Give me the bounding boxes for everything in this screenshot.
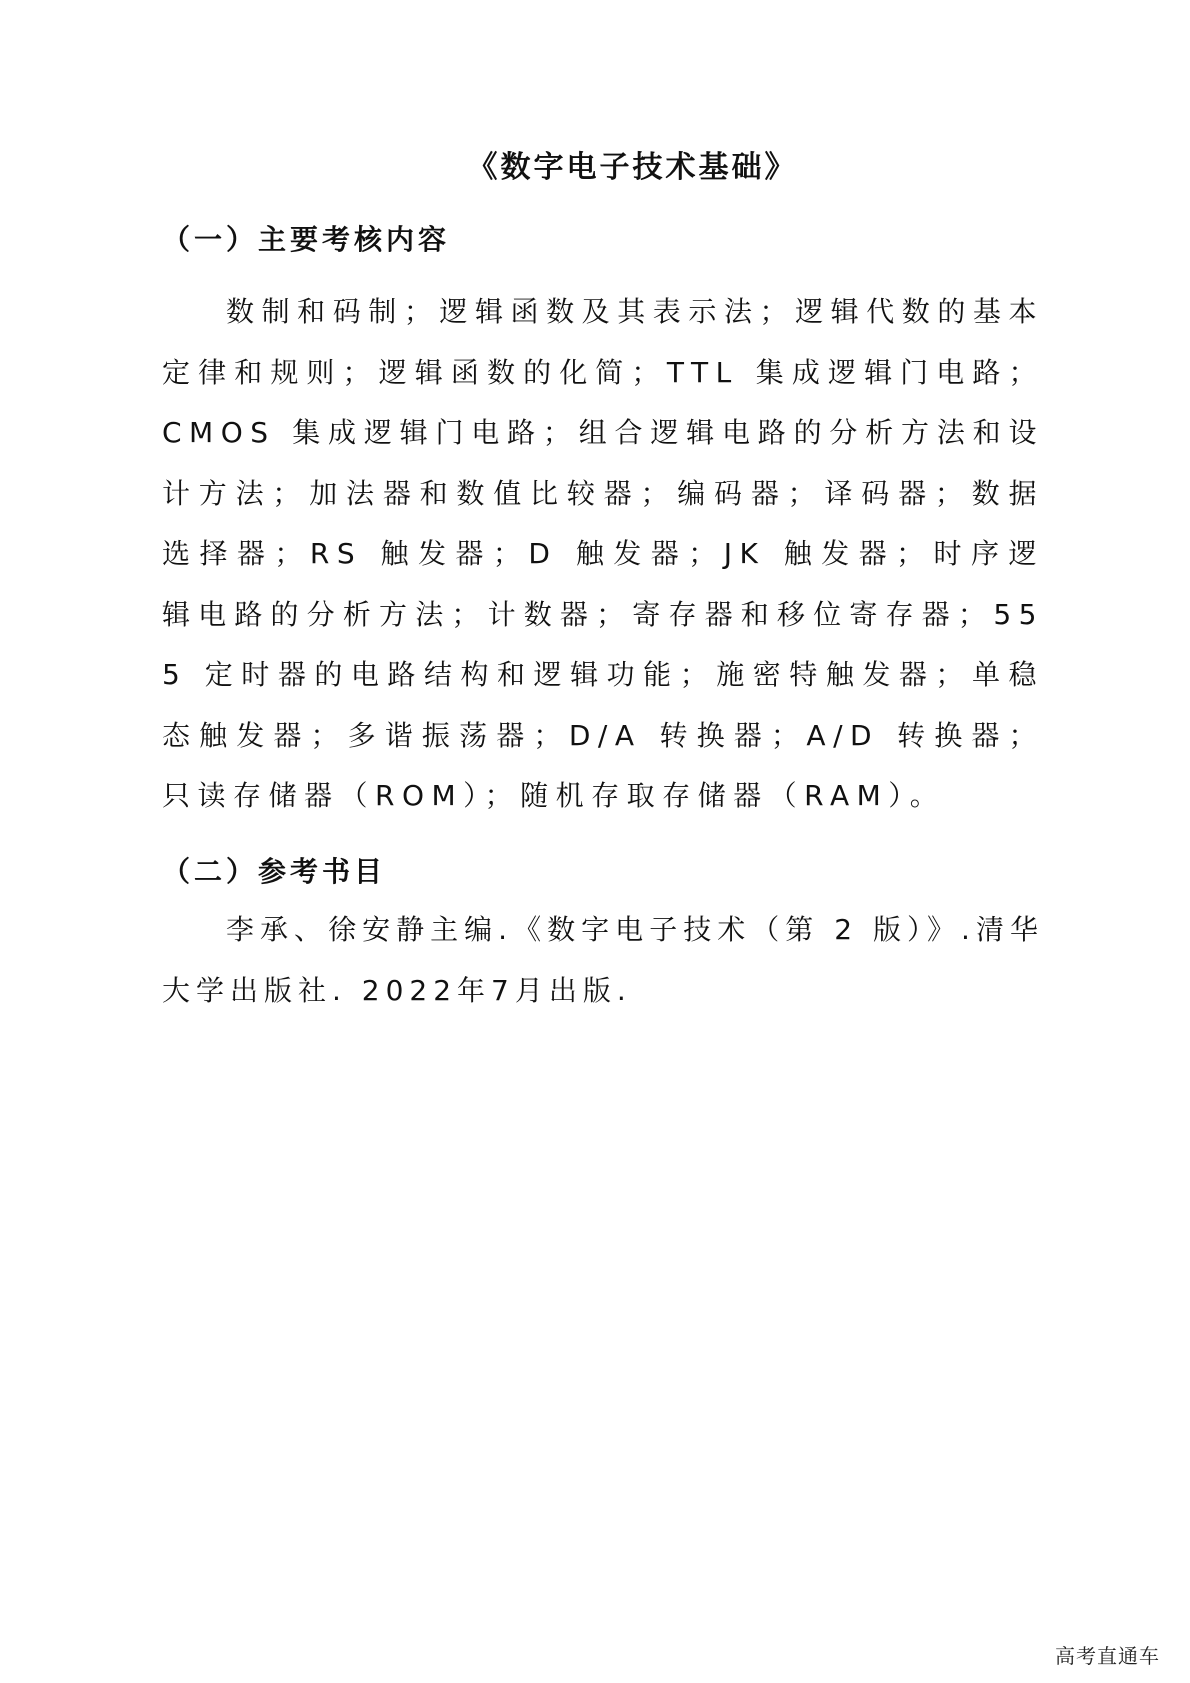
document-title: 《数字电子技术基础》 xyxy=(467,150,798,185)
exam-content-paragraph: 数制和码制；逻辑函数及其表示法；逻辑代数的基本定律和规则；逻辑函数的化简；TTL 集成逻辑门电路；CMOS 集成逻辑门电路；组合逻辑电路的分析方法和设计方法；加法器和数值比较器；编码器；译码器；数据选择器；RS 触发器；D 触发器；JK 触发器；时序逻辑电路的分析方法；计数器；寄存器和移位寄存器；555 定时器的电路结构和逻辑功能；施密特触发器；单稳态触发器；多谐振荡器；D/A 转换器；A/D 转换器；只读存储器（ROM）；随机存取存储器（RAM）。 xyxy=(162,295,1044,812)
section-heading-exam-content: （一）主要考核内容 xyxy=(162,223,451,256)
reference-book-paragraph: 李承、徐安静主编.《数字电子技术（第 2 版）》.清华大学出版社. 2022年7月出版. xyxy=(162,913,1044,1007)
footer-watermark: 高考直通车 xyxy=(1055,1644,1160,1668)
section-heading-reference-books: （二）参考书目 xyxy=(162,855,387,888)
